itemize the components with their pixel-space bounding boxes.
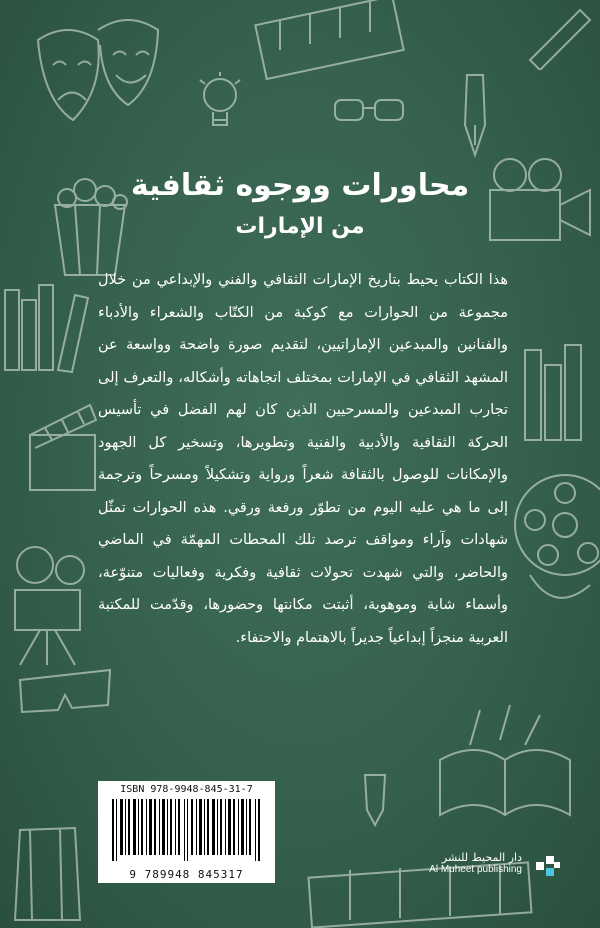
3d-glasses-icon xyxy=(10,650,120,730)
fountain-pen-icon xyxy=(455,70,495,160)
books-icon xyxy=(520,340,600,450)
isbn-label: ISBN 978-9948-845-31-7 xyxy=(120,784,253,795)
fountain-pen-icon xyxy=(355,770,395,830)
publisher-name-arabic: دار المحيط للنشر xyxy=(441,851,522,864)
isbn-number: 9 789948 845317 xyxy=(129,868,244,881)
fountain-pen-icon xyxy=(520,0,600,70)
book-subtitle: من الإمارات xyxy=(235,214,365,239)
publisher-name xyxy=(402,851,522,875)
books-icon xyxy=(0,800,90,928)
theater-masks-icon xyxy=(28,10,168,140)
film-strip-icon xyxy=(250,0,410,80)
barcode-bars xyxy=(112,799,262,861)
lightbulb-icon xyxy=(195,70,245,140)
blurb-text: هذا الكتاب يحيط بتاريخ الإمارات الثقافي والفني والإبداعي من خلال مجموعة من الحوارات مع كوكبة من الكتّاب والشعراء والأدباء والفنانين والمبدعين الإماراتيين، لتقديم صورة واضحة وواسعة عن المشهد الثقافي في الإمارات بمختلف اتجاهاته وأشكاله، والتعرف إلى تجارب المبدعين والمسرحيين الذين كان لهم الفضل في تأسيس الحركة الثقافية والأدبية والفنية وتطويرها، وتسخير كل الجهود والإمكانات للوصول بالثقافة شعراً ورواية وتشكيلاً ومسرحاً وترجمة إلى ما هي عليه اليوم من تطوّر ورفعة ورقي. هذه الحوارات تمثّل شهادات وآراء ومواقف ترصد تلك المحطات المهمّة في الماضي والحاضر، والتي شهدت تحولات ثقافية وفكرية وفعاليات متنوّعة، وأسماء شابة وموهوبة، أثبتت مكانتها وحضورها، وقدّمت للمكتبة العربية منجزاً إبداعياً جديراً بالاهتمام والاحتفاء. xyxy=(98,272,508,646)
publisher-name-english: Al Muheet publishing xyxy=(429,864,522,875)
book-title: محاورات ووجوه ثقافية xyxy=(130,168,470,203)
publisher-logo-icon xyxy=(534,852,562,880)
isbn-barcode xyxy=(98,781,275,883)
film-reel-icon xyxy=(510,465,600,625)
books-icon xyxy=(0,280,100,380)
film-camera-icon xyxy=(470,150,600,260)
clapperboard-icon xyxy=(20,390,110,500)
open-book-icon xyxy=(430,700,580,830)
glasses-icon xyxy=(330,88,410,133)
